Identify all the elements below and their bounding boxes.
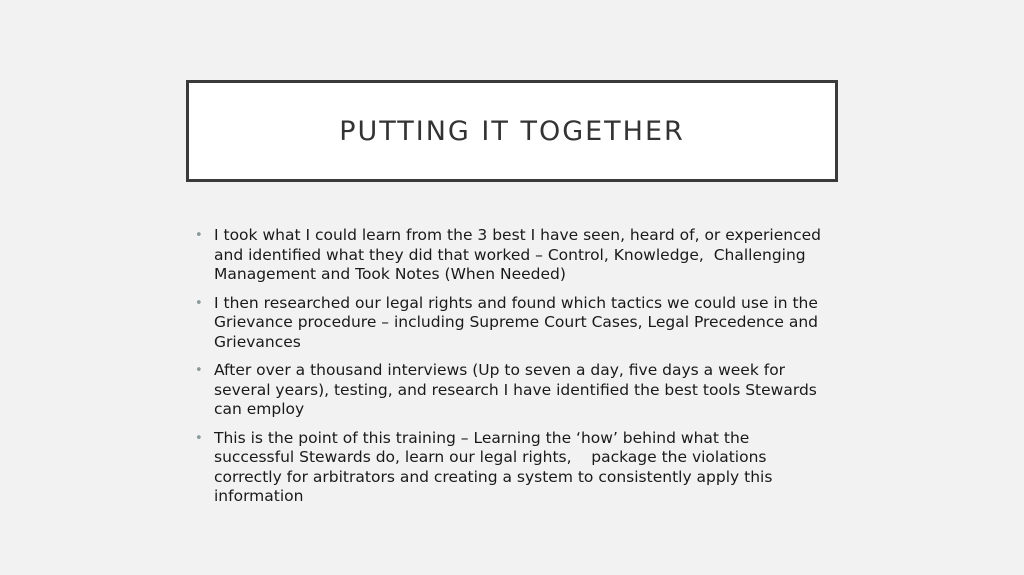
bullet-text: This is the point of this training – Learning the ‘how’ behind what the successful Stewards do, learn our legal rights, package the violations correctly for arbitrators and creating a system to consistently apply this information: [214, 428, 778, 505]
bullet-dot-icon: •: [195, 228, 203, 243]
bullet-item: [194, 429, 834, 507]
bullet-item: [194, 294, 834, 353]
title-box: [186, 80, 838, 182]
bullet-text: I then researched our legal rights and found which tactics we could use in the Grievance procedure – including Supreme Court Cases, Legal Precedence and Grievances: [214, 293, 823, 351]
bullet-dot-icon: •: [195, 363, 203, 378]
bullet-item: [194, 361, 834, 420]
bullet-dot-icon: •: [195, 295, 203, 311]
slide-title: PUTTING IT TOGETHER: [339, 115, 685, 147]
bullet-dot-icon: •: [195, 430, 203, 446]
bullet-list: [194, 226, 834, 516]
bullet-text: After over a thousand interviews (Up to seven a day, five days a week for several years), testing, and research I have identified the best tools Stewards can employ: [214, 361, 822, 418]
bullet-item: [194, 226, 834, 285]
bullet-text: I took what I could learn from the 3 best I have seen, heard of, or experienced and identified what they did that worked – Control, Knowledge, Challenging Management and Took Notes (When Needed): [214, 226, 826, 283]
